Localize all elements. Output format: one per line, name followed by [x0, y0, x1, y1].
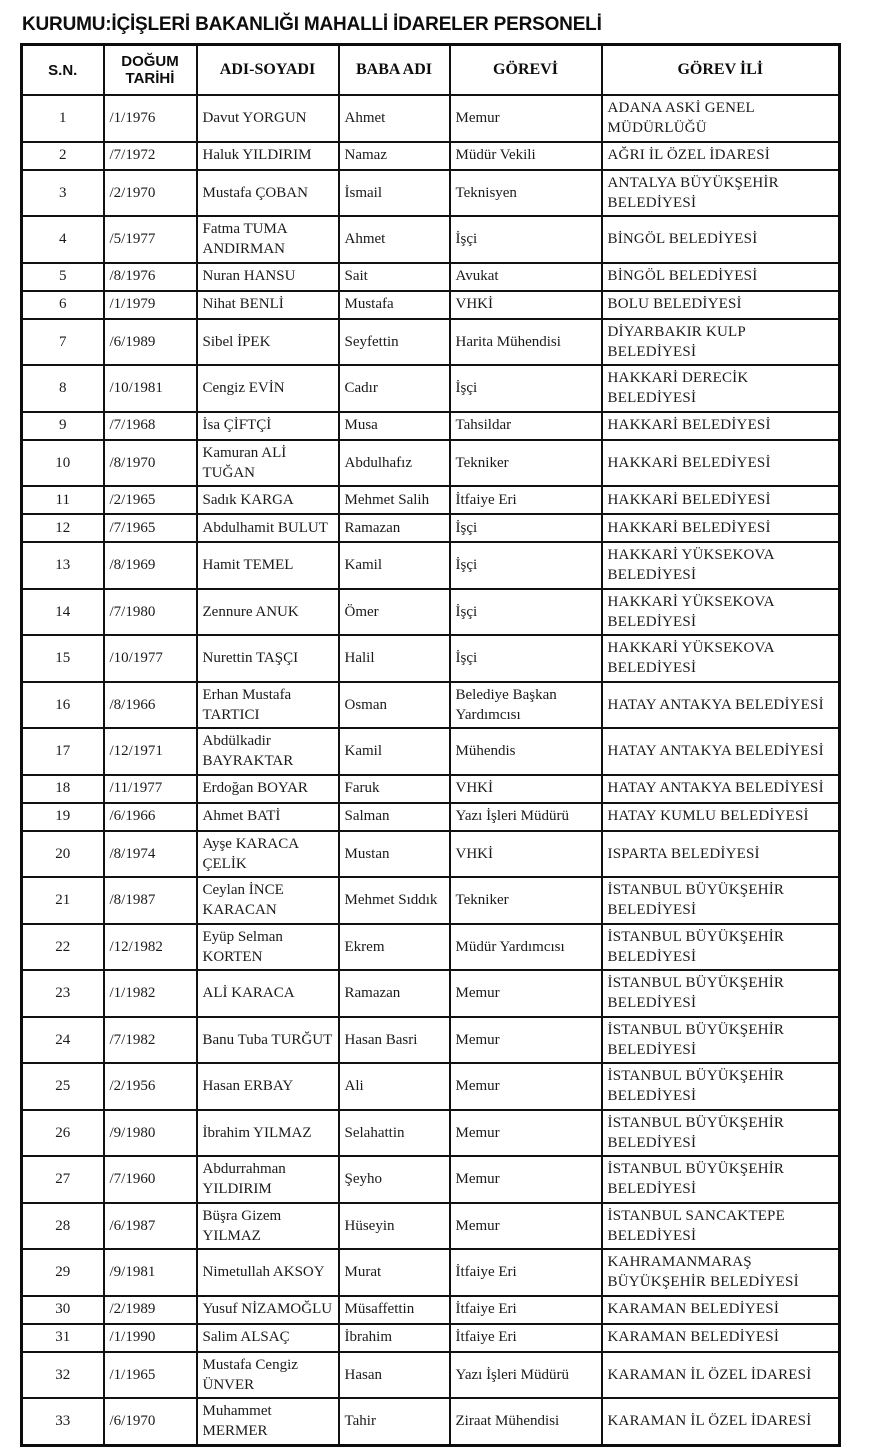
- table-row: [22, 1296, 840, 1324]
- cell-gorev-ili: İSTANBUL BÜYÜKŞEHİR BELEDİYESİ: [602, 877, 840, 924]
- cell-dogum-tarihi: /8/1969: [104, 542, 197, 589]
- table-row: [22, 1063, 840, 1110]
- cell-gorevi: Ziraat Mühendisi: [450, 1398, 602, 1445]
- cell-baba-adi: Ekrem: [339, 924, 450, 971]
- cell-baba-adi: Ömer: [339, 589, 450, 636]
- cell-adi-soyadi: Abdülkadir BAYRAKTAR: [197, 728, 339, 775]
- cell-baba-adi: İbrahim: [339, 1324, 450, 1352]
- cell-adi-soyadi: Davut YORGUN: [197, 95, 339, 142]
- cell-gorevi: Memur: [450, 95, 602, 142]
- cell-adi-soyadi: Erhan Mustafa TARTICI: [197, 682, 339, 729]
- cell-gorev-ili: HATAY ANTAKYA BELEDİYESİ: [602, 728, 840, 775]
- cell-gorev-ili: KARAMAN İL ÖZEL İDARESİ: [602, 1398, 840, 1445]
- cell-adi-soyadi: Banu Tuba TURĞUT: [197, 1017, 339, 1064]
- cell-gorev-ili: ANTALYA BÜYÜKŞEHİR BELEDİYESİ: [602, 170, 840, 217]
- table-row: [22, 486, 840, 514]
- cell-gorev-ili: KARAMAN BELEDİYESİ: [602, 1324, 840, 1352]
- cell-gorevi: İşçi: [450, 216, 602, 263]
- cell-gorev-ili: ISPARTA BELEDİYESİ: [602, 831, 840, 878]
- cell-baba-adi: Kamil: [339, 542, 450, 589]
- table-row: [22, 1398, 840, 1445]
- cell-adi-soyadi: Nimetullah AKSOY: [197, 1249, 339, 1296]
- cell-baba-adi: Namaz: [339, 142, 450, 170]
- table-row: [22, 635, 840, 682]
- cell-gorevi: Memur: [450, 1110, 602, 1157]
- cell-adi-soyadi: Erdoğan BOYAR: [197, 775, 339, 803]
- cell-dogum-tarihi: /7/1960: [104, 1156, 197, 1203]
- cell-sn: 30: [22, 1296, 104, 1324]
- table-row: [22, 1352, 840, 1399]
- cell-baba-adi: Mehmet Sıddık: [339, 877, 450, 924]
- cell-sn: 19: [22, 803, 104, 831]
- cell-gorevi: Harita Mühendisi: [450, 319, 602, 366]
- table-row: [22, 728, 840, 775]
- cell-gorevi: VHKİ: [450, 775, 602, 803]
- cell-gorev-ili: BOLU BELEDİYESİ: [602, 291, 840, 319]
- cell-gorev-ili: HAKKARİ DERECİK BELEDİYESİ: [602, 365, 840, 412]
- table-row: [22, 1156, 840, 1203]
- cell-gorevi: Müdür Yardımcısı: [450, 924, 602, 971]
- cell-sn: 18: [22, 775, 104, 803]
- cell-sn: 3: [22, 170, 104, 217]
- table-row: [22, 877, 840, 924]
- cell-adi-soyadi: Mustafa ÇOBAN: [197, 170, 339, 217]
- cell-baba-adi: Cadır: [339, 365, 450, 412]
- cell-baba-adi: Müsaffettin: [339, 1296, 450, 1324]
- cell-gorevi: İtfaiye Eri: [450, 1249, 602, 1296]
- cell-dogum-tarihi: /7/1980: [104, 589, 197, 636]
- cell-baba-adi: Ali: [339, 1063, 450, 1110]
- cell-baba-adi: Ramazan: [339, 514, 450, 542]
- cell-sn: 5: [22, 263, 104, 291]
- cell-baba-adi: Hasan: [339, 1352, 450, 1399]
- cell-gorevi: Memur: [450, 970, 602, 1017]
- cell-adi-soyadi: ALİ KARACA: [197, 970, 339, 1017]
- cell-baba-adi: Ramazan: [339, 970, 450, 1017]
- cell-gorev-ili: İSTANBUL BÜYÜKŞEHİR BELEDİYESİ: [602, 970, 840, 1017]
- cell-baba-adi: Şeyho: [339, 1156, 450, 1203]
- table-row: [22, 589, 840, 636]
- column-header-gorev-ili: GÖREV İLİ: [602, 45, 840, 96]
- cell-sn: 9: [22, 412, 104, 440]
- table-row: [22, 170, 840, 217]
- cell-baba-adi: Ahmet: [339, 95, 450, 142]
- table-row: [22, 1110, 840, 1157]
- cell-sn: 1: [22, 95, 104, 142]
- cell-baba-adi: Hüseyin: [339, 1203, 450, 1250]
- cell-dogum-tarihi: /8/1970: [104, 440, 197, 487]
- cell-sn: 2: [22, 142, 104, 170]
- table-header: [22, 45, 840, 96]
- cell-baba-adi: Abdulhafız: [339, 440, 450, 487]
- cell-sn: 28: [22, 1203, 104, 1250]
- cell-sn: 15: [22, 635, 104, 682]
- cell-adi-soyadi: Yusuf NİZAMOĞLU: [197, 1296, 339, 1324]
- cell-gorev-ili: İSTANBUL BÜYÜKŞEHİR BELEDİYESİ: [602, 1063, 840, 1110]
- table-row: [22, 319, 840, 366]
- cell-dogum-tarihi: /12/1971: [104, 728, 197, 775]
- cell-baba-adi: Salman: [339, 803, 450, 831]
- cell-sn: 31: [22, 1324, 104, 1352]
- table-row: [22, 542, 840, 589]
- cell-gorev-ili: BİNGÖL BELEDİYESİ: [602, 216, 840, 263]
- cell-baba-adi: Mustafa: [339, 291, 450, 319]
- cell-gorev-ili: KAHRAMANMARAŞ BÜYÜKŞEHİR BELEDİYESİ: [602, 1249, 840, 1296]
- cell-dogum-tarihi: /5/1977: [104, 216, 197, 263]
- cell-baba-adi: Sait: [339, 263, 450, 291]
- table-row: [22, 775, 840, 803]
- cell-sn: 22: [22, 924, 104, 971]
- cell-gorev-ili: HAKKARİ BELEDİYESİ: [602, 440, 840, 487]
- cell-adi-soyadi: Nuran HANSU: [197, 263, 339, 291]
- table-row: [22, 142, 840, 170]
- cell-dogum-tarihi: /6/1970: [104, 1398, 197, 1445]
- cell-gorevi: Yazı İşleri Müdürü: [450, 1352, 602, 1399]
- cell-dogum-tarihi: /2/1989: [104, 1296, 197, 1324]
- cell-gorev-ili: İSTANBUL BÜYÜKŞEHİR BELEDİYESİ: [602, 1017, 840, 1064]
- cell-gorevi: Memur: [450, 1017, 602, 1064]
- cell-dogum-tarihi: /8/1966: [104, 682, 197, 729]
- column-header-dogum-tarihi: DOĞUM TARİHİ: [104, 45, 197, 96]
- table-row: [22, 263, 840, 291]
- cell-adi-soyadi: Büşra Gizem YILMAZ: [197, 1203, 339, 1250]
- cell-sn: 11: [22, 486, 104, 514]
- cell-adi-soyadi: Fatma TUMA ANDIRMAN: [197, 216, 339, 263]
- cell-baba-adi: Murat: [339, 1249, 450, 1296]
- cell-gorevi: İşçi: [450, 589, 602, 636]
- cell-baba-adi: Ahmet: [339, 216, 450, 263]
- cell-baba-adi: Selahattin: [339, 1110, 450, 1157]
- cell-gorevi: Tahsildar: [450, 412, 602, 440]
- table-row: [22, 1017, 840, 1064]
- cell-dogum-tarihi: /6/1989: [104, 319, 197, 366]
- cell-adi-soyadi: Nurettin TAŞÇI: [197, 635, 339, 682]
- cell-gorev-ili: HAKKARİ BELEDİYESİ: [602, 486, 840, 514]
- cell-baba-adi: Faruk: [339, 775, 450, 803]
- cell-dogum-tarihi: /10/1977: [104, 635, 197, 682]
- cell-baba-adi: Musa: [339, 412, 450, 440]
- cell-sn: 4: [22, 216, 104, 263]
- cell-gorevi: VHKİ: [450, 831, 602, 878]
- cell-dogum-tarihi: /11/1977: [104, 775, 197, 803]
- cell-adi-soyadi: Eyüp Selman KORTEN: [197, 924, 339, 971]
- table-row: [22, 970, 840, 1017]
- column-header-baba-adi: BABA ADI: [339, 45, 450, 96]
- cell-baba-adi: Hasan Basri: [339, 1017, 450, 1064]
- cell-baba-adi: Mustan: [339, 831, 450, 878]
- cell-adi-soyadi: Abdurrahman YILDIRIM: [197, 1156, 339, 1203]
- cell-sn: 7: [22, 319, 104, 366]
- personnel-rows: [22, 95, 840, 1445]
- cell-gorev-ili: İSTANBUL SANCAKTEPE BELEDİYESİ: [602, 1203, 840, 1250]
- table-row: [22, 1324, 840, 1352]
- cell-dogum-tarihi: /2/1956: [104, 1063, 197, 1110]
- cell-gorev-ili: AĞRI İL ÖZEL İDARESİ: [602, 142, 840, 170]
- cell-sn: 14: [22, 589, 104, 636]
- cell-adi-soyadi: İsa ÇİFTÇİ: [197, 412, 339, 440]
- cell-adi-soyadi: Abdulhamit BULUT: [197, 514, 339, 542]
- table-row: [22, 365, 840, 412]
- cell-sn: 33: [22, 1398, 104, 1445]
- cell-gorevi: İtfaiye Eri: [450, 486, 602, 514]
- cell-gorev-ili: HATAY KUMLU BELEDİYESİ: [602, 803, 840, 831]
- cell-gorevi: İşçi: [450, 635, 602, 682]
- cell-adi-soyadi: Salim ALSAÇ: [197, 1324, 339, 1352]
- cell-sn: 29: [22, 1249, 104, 1296]
- cell-gorev-ili: İSTANBUL BÜYÜKŞEHİR BELEDİYESİ: [602, 1110, 840, 1157]
- cell-gorevi: Yazı İşleri Müdürü: [450, 803, 602, 831]
- table-row: [22, 1249, 840, 1296]
- cell-adi-soyadi: Ayşe KARACA ÇELİK: [197, 831, 339, 878]
- page-title: KURUMU:İÇİŞLERİ BAKANLIĞI MAHALLİ İDARELER PERSONELİ: [22, 14, 602, 35]
- cell-adi-soyadi: Muhammet MERMER: [197, 1398, 339, 1445]
- table-row: [22, 831, 840, 878]
- cell-adi-soyadi: Sibel İPEK: [197, 319, 339, 366]
- cell-sn: 26: [22, 1110, 104, 1157]
- cell-gorev-ili: HAKKARİ YÜKSEKOVA BELEDİYESİ: [602, 542, 840, 589]
- cell-adi-soyadi: İbrahim YILMAZ: [197, 1110, 339, 1157]
- cell-sn: 8: [22, 365, 104, 412]
- cell-gorev-ili: ADANA ASKİ GENEL MÜDÜRLÜĞÜ: [602, 95, 840, 142]
- cell-sn: 17: [22, 728, 104, 775]
- cell-sn: 20: [22, 831, 104, 878]
- cell-gorevi: Avukat: [450, 263, 602, 291]
- cell-gorevi: Memur: [450, 1156, 602, 1203]
- cell-sn: 12: [22, 514, 104, 542]
- cell-dogum-tarihi: /1/1979: [104, 291, 197, 319]
- cell-gorevi: Tekniker: [450, 877, 602, 924]
- cell-dogum-tarihi: /7/1965: [104, 514, 197, 542]
- cell-dogum-tarihi: /1/1990: [104, 1324, 197, 1352]
- table-row: [22, 1203, 840, 1250]
- table-row: [22, 803, 840, 831]
- table-row: [22, 412, 840, 440]
- table-row: [22, 924, 840, 971]
- header-row: [22, 45, 840, 96]
- cell-gorevi: Teknisyen: [450, 170, 602, 217]
- cell-dogum-tarihi: /1/1982: [104, 970, 197, 1017]
- cell-sn: 23: [22, 970, 104, 1017]
- cell-dogum-tarihi: /2/1965: [104, 486, 197, 514]
- cell-baba-adi: İsmail: [339, 170, 450, 217]
- cell-gorevi: VHKİ: [450, 291, 602, 319]
- cell-gorev-ili: HAKKARİ YÜKSEKOVA BELEDİYESİ: [602, 589, 840, 636]
- cell-dogum-tarihi: /7/1972: [104, 142, 197, 170]
- cell-gorev-ili: HATAY ANTAKYA BELEDİYESİ: [602, 682, 840, 729]
- cell-gorevi: Memur: [450, 1203, 602, 1250]
- cell-gorev-ili: KARAMAN BELEDİYESİ: [602, 1296, 840, 1324]
- table-row: [22, 291, 840, 319]
- cell-dogum-tarihi: /9/1980: [104, 1110, 197, 1157]
- cell-dogum-tarihi: /6/1987: [104, 1203, 197, 1250]
- cell-adi-soyadi: Sadık KARGA: [197, 486, 339, 514]
- table-row: [22, 682, 840, 729]
- cell-gorev-ili: KARAMAN İL ÖZEL İDARESİ: [602, 1352, 840, 1399]
- cell-gorev-ili: HAKKARİ BELEDİYESİ: [602, 412, 840, 440]
- cell-adi-soyadi: Ahmet BATİ: [197, 803, 339, 831]
- cell-dogum-tarihi: /10/1981: [104, 365, 197, 412]
- cell-dogum-tarihi: /8/1976: [104, 263, 197, 291]
- table-row: [22, 440, 840, 487]
- cell-adi-soyadi: Nihat BENLİ: [197, 291, 339, 319]
- cell-dogum-tarihi: /1/1965: [104, 1352, 197, 1399]
- cell-adi-soyadi: Ceylan İNCE KARACAN: [197, 877, 339, 924]
- cell-dogum-tarihi: /7/1982: [104, 1017, 197, 1064]
- cell-sn: 27: [22, 1156, 104, 1203]
- cell-dogum-tarihi: /7/1968: [104, 412, 197, 440]
- cell-dogum-tarihi: /2/1970: [104, 170, 197, 217]
- cell-gorevi: Memur: [450, 1063, 602, 1110]
- cell-gorevi: Müdür Vekili: [450, 142, 602, 170]
- cell-adi-soyadi: Cengiz EVİN: [197, 365, 339, 412]
- cell-gorev-ili: HAKKARİ YÜKSEKOVA BELEDİYESİ: [602, 635, 840, 682]
- cell-dogum-tarihi: /9/1981: [104, 1249, 197, 1296]
- cell-sn: 32: [22, 1352, 104, 1399]
- cell-gorevi: İtfaiye Eri: [450, 1324, 602, 1352]
- cell-gorevi: İtfaiye Eri: [450, 1296, 602, 1324]
- cell-gorevi: Mühendis: [450, 728, 602, 775]
- cell-gorevi: İşçi: [450, 365, 602, 412]
- cell-dogum-tarihi: /8/1974: [104, 831, 197, 878]
- cell-sn: 24: [22, 1017, 104, 1064]
- cell-baba-adi: Mehmet Salih: [339, 486, 450, 514]
- cell-sn: 16: [22, 682, 104, 729]
- cell-dogum-tarihi: /12/1982: [104, 924, 197, 971]
- cell-dogum-tarihi: /6/1966: [104, 803, 197, 831]
- cell-baba-adi: Osman: [339, 682, 450, 729]
- cell-sn: 13: [22, 542, 104, 589]
- cell-dogum-tarihi: /8/1987: [104, 877, 197, 924]
- cell-gorevi: Belediye Başkan Yardımcısı: [450, 682, 602, 729]
- cell-adi-soyadi: Mustafa Cengiz ÜNVER: [197, 1352, 339, 1399]
- cell-adi-soyadi: Kamuran ALİ TUĞAN: [197, 440, 339, 487]
- cell-gorev-ili: HATAY ANTAKYA BELEDİYESİ: [602, 775, 840, 803]
- column-header-sn: S.N.: [22, 45, 104, 96]
- cell-gorev-ili: DİYARBAKIR KULP BELEDİYESİ: [602, 319, 840, 366]
- cell-sn: 21: [22, 877, 104, 924]
- cell-baba-adi: Kamil: [339, 728, 450, 775]
- cell-adi-soyadi: Hamit TEMEL: [197, 542, 339, 589]
- cell-baba-adi: Halil: [339, 635, 450, 682]
- table-row: [22, 514, 840, 542]
- cell-gorev-ili: İSTANBUL BÜYÜKŞEHİR BELEDİYESİ: [602, 924, 840, 971]
- cell-adi-soyadi: Haluk YILDIRIM: [197, 142, 339, 170]
- table-row: [22, 95, 840, 142]
- cell-sn: 25: [22, 1063, 104, 1110]
- cell-gorevi: Tekniker: [450, 440, 602, 487]
- cell-sn: 10: [22, 440, 104, 487]
- cell-dogum-tarihi: /1/1976: [104, 95, 197, 142]
- personnel-table: [20, 43, 841, 1447]
- cell-baba-adi: Seyfettin: [339, 319, 450, 366]
- column-header-adi-soyadi: ADI-SOYADI: [197, 45, 339, 96]
- table-row: [22, 216, 840, 263]
- cell-adi-soyadi: Hasan ERBAY: [197, 1063, 339, 1110]
- column-header-gorevi: GÖREVİ: [450, 45, 602, 96]
- cell-gorev-ili: HAKKARİ BELEDİYESİ: [602, 514, 840, 542]
- cell-adi-soyadi: Zennure ANUK: [197, 589, 339, 636]
- cell-sn: 6: [22, 291, 104, 319]
- cell-gorev-ili: İSTANBUL BÜYÜKŞEHİR BELEDİYESİ: [602, 1156, 840, 1203]
- cell-gorevi: İşçi: [450, 514, 602, 542]
- cell-gorevi: İşçi: [450, 542, 602, 589]
- cell-gorev-ili: BİNGÖL BELEDİYESİ: [602, 263, 840, 291]
- cell-baba-adi: Tahir: [339, 1398, 450, 1445]
